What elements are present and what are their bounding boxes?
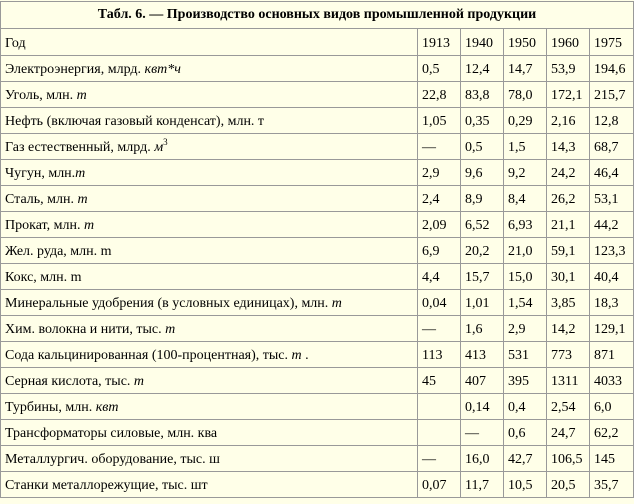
- value-cell: 12,4: [461, 56, 504, 82]
- table-row: [1, 238, 634, 264]
- row-unit: т: [331, 296, 342, 311]
- value-cell: 21,1: [547, 212, 590, 238]
- value-cell: 20,5: [547, 472, 590, 498]
- value-cell: —: [418, 134, 461, 160]
- value-cell: 15,0: [504, 264, 547, 290]
- value-cell: 18,3: [590, 290, 634, 316]
- value-cell: 14,2: [547, 316, 590, 342]
- value-cell: 15,7: [461, 264, 504, 290]
- value-cell: 6,0: [590, 394, 634, 420]
- row-label-text: Нефть (включая газовый конденсат), млн. т: [5, 114, 265, 129]
- value-cell: 14,3: [547, 134, 590, 160]
- row-label-text: Металлургич. оборудование, тыс. ш: [5, 452, 220, 467]
- value-cell: 0,14: [461, 394, 504, 420]
- value-cell: 16,0: [461, 446, 504, 472]
- row-unit: т: [75, 166, 86, 181]
- production-table: [0, 1, 634, 498]
- value-cell: 62,2: [590, 420, 634, 446]
- value-cell: 53,1: [590, 186, 634, 212]
- value-cell: 45: [418, 368, 461, 394]
- value-cell: [418, 394, 461, 420]
- table-row: [1, 472, 634, 498]
- table-row: [1, 134, 634, 160]
- value-cell: 8,4: [504, 186, 547, 212]
- value-cell: 407: [461, 368, 504, 394]
- row-unit: м: [154, 140, 164, 155]
- value-cell: 2,9: [504, 316, 547, 342]
- row-label-text: Хим. волокна и нити, тыс.: [5, 322, 166, 337]
- value-cell: 0,5: [418, 56, 461, 82]
- row-label: [1, 108, 418, 134]
- value-cell: 21,0: [504, 238, 547, 264]
- row-label-text: Прокат, млн.: [5, 218, 84, 233]
- row-label-text: Газ естественный, млрд.: [5, 140, 155, 155]
- value-cell: 46,4: [590, 160, 634, 186]
- year-cell: 1960: [547, 29, 590, 56]
- table-row: [1, 420, 634, 446]
- value-cell: 531: [504, 342, 547, 368]
- value-cell: 1,5: [504, 134, 547, 160]
- value-cell: 8,9: [461, 186, 504, 212]
- row-label-text: Жел. руда, млн. m: [5, 244, 112, 259]
- row-unit: т: [133, 374, 145, 389]
- value-cell: 78,0: [504, 82, 547, 108]
- table-row: [1, 108, 634, 134]
- value-cell: 53,9: [547, 56, 590, 82]
- value-cell: 129,1: [590, 316, 634, 342]
- table-caption: Табл. 6. — Производство основных видов промышленной продукции: [1, 2, 634, 29]
- value-cell: 6,9: [418, 238, 461, 264]
- value-cell: 871: [590, 342, 634, 368]
- value-cell: 6,93: [504, 212, 547, 238]
- row-label: [1, 342, 418, 368]
- value-cell: 0,29: [504, 108, 547, 134]
- value-cell: —: [461, 420, 504, 446]
- value-cell: 6,52: [461, 212, 504, 238]
- row-label-text: Кокс, млн. m: [5, 270, 82, 285]
- value-cell: 22,8: [418, 82, 461, 108]
- value-cell: 42,7: [504, 446, 547, 472]
- value-cell: 2,9: [418, 160, 461, 186]
- row-label-text: Минеральные удобрения (в условных единицах), млн.: [5, 296, 332, 311]
- value-cell: 2,4: [418, 186, 461, 212]
- value-cell: 2,16: [547, 108, 590, 134]
- row-label-text: Чугун, млн.: [5, 166, 76, 181]
- row-label-text: Турбины, млн.: [5, 400, 96, 415]
- row-unit: т: [77, 192, 88, 207]
- table-row: [1, 56, 634, 82]
- row-unit: т: [83, 218, 95, 233]
- value-cell: 0,6: [504, 420, 547, 446]
- value-cell: 123,3: [590, 238, 634, 264]
- value-cell: 9,6: [461, 160, 504, 186]
- value-cell: 44,2: [590, 212, 634, 238]
- value-cell: 12,8: [590, 108, 634, 134]
- table-row: [1, 316, 634, 342]
- table-row: [1, 160, 634, 186]
- row-label: [1, 420, 418, 446]
- row-unit: квт: [95, 400, 119, 415]
- row-unit: квт*ч: [144, 62, 181, 77]
- value-cell: 20,2: [461, 238, 504, 264]
- year-cell: 1940: [461, 29, 504, 56]
- value-cell: 0,35: [461, 108, 504, 134]
- value-cell: 11,7: [461, 472, 504, 498]
- value-cell: 68,7: [590, 134, 634, 160]
- table-row: [1, 446, 634, 472]
- row-label: [1, 56, 418, 82]
- value-cell: 0,07: [418, 472, 461, 498]
- value-cell: 2,54: [547, 394, 590, 420]
- table-row: [1, 264, 634, 290]
- row-label-text: Трансформаторы силовые, млн. ква: [5, 426, 218, 441]
- year-cell: 1950: [504, 29, 547, 56]
- row-label: [1, 316, 418, 342]
- value-cell: 113: [418, 342, 461, 368]
- value-cell: [418, 420, 461, 446]
- value-cell: —: [418, 316, 461, 342]
- table-caption-row: [1, 2, 634, 29]
- row-label-text: Сталь, млн.: [5, 192, 78, 207]
- row-label: [1, 290, 418, 316]
- year-cell: 1975: [590, 29, 634, 56]
- row-unit: т: [76, 88, 87, 103]
- value-cell: 4033: [590, 368, 634, 394]
- value-cell: 9,2: [504, 160, 547, 186]
- row-label: [1, 394, 418, 420]
- value-cell: 14,7: [504, 56, 547, 82]
- row-unit: т: [165, 322, 176, 337]
- value-cell: 4,4: [418, 264, 461, 290]
- value-cell: 0,04: [418, 290, 461, 316]
- table-row: [1, 290, 634, 316]
- value-cell: 40,4: [590, 264, 634, 290]
- row-label: [1, 238, 418, 264]
- row-label: [1, 264, 418, 290]
- value-cell: 59,1: [547, 238, 590, 264]
- value-cell: 773: [547, 342, 590, 368]
- row-label: [1, 186, 418, 212]
- value-cell: 3,85: [547, 290, 590, 316]
- value-cell: 24,7: [547, 420, 590, 446]
- value-cell: 106,5: [547, 446, 590, 472]
- row-label: [1, 160, 418, 186]
- row-label: [1, 472, 418, 498]
- row-label: [1, 212, 418, 238]
- table-row: [1, 394, 634, 420]
- value-cell: 1,54: [504, 290, 547, 316]
- value-cell: 1,6: [461, 316, 504, 342]
- value-cell: 0,5: [461, 134, 504, 160]
- row-label-text: Сода кальцинированная (100-процентная), тыс.: [5, 348, 292, 363]
- row-label-text: Серная кислота, тыс.: [5, 374, 134, 389]
- value-cell: 2,09: [418, 212, 461, 238]
- table-row: [1, 342, 634, 368]
- value-cell: —: [418, 446, 461, 472]
- row-label-text: Электроэнергия, млрд.: [5, 62, 145, 77]
- value-cell: 0,4: [504, 394, 547, 420]
- value-cell: 1311: [547, 368, 590, 394]
- header-label: Год: [1, 29, 418, 56]
- table-row: [1, 186, 634, 212]
- value-cell: 145: [590, 446, 634, 472]
- value-cell: 172,1: [547, 82, 590, 108]
- row-label-text: Станки металлорежущие, тыс. шт: [5, 478, 208, 493]
- value-cell: 35,7: [590, 472, 634, 498]
- row-label: [1, 446, 418, 472]
- value-cell: 24,2: [547, 160, 590, 186]
- value-cell: 10,5: [504, 472, 547, 498]
- table-row: [1, 82, 634, 108]
- value-cell: 1,01: [461, 290, 504, 316]
- row-label: [1, 368, 418, 394]
- row-label: [1, 82, 418, 108]
- value-cell: 395: [504, 368, 547, 394]
- row-unit-superscript: 3: [163, 137, 168, 147]
- year-cell: 1913: [418, 29, 461, 56]
- value-cell: 83,8: [461, 82, 504, 108]
- row-label: [1, 134, 418, 160]
- row-label-suffix: .: [301, 348, 309, 363]
- value-cell: 1,05: [418, 108, 461, 134]
- value-cell: 194,6: [590, 56, 634, 82]
- header-row: [1, 29, 634, 56]
- row-label-text: Уголь, млн.: [5, 88, 77, 103]
- value-cell: 215,7: [590, 82, 634, 108]
- value-cell: 413: [461, 342, 504, 368]
- value-cell: 26,2: [547, 186, 590, 212]
- row-unit: т: [291, 348, 302, 363]
- value-cell: 30,1: [547, 264, 590, 290]
- table-row: [1, 368, 634, 394]
- table-row: [1, 212, 634, 238]
